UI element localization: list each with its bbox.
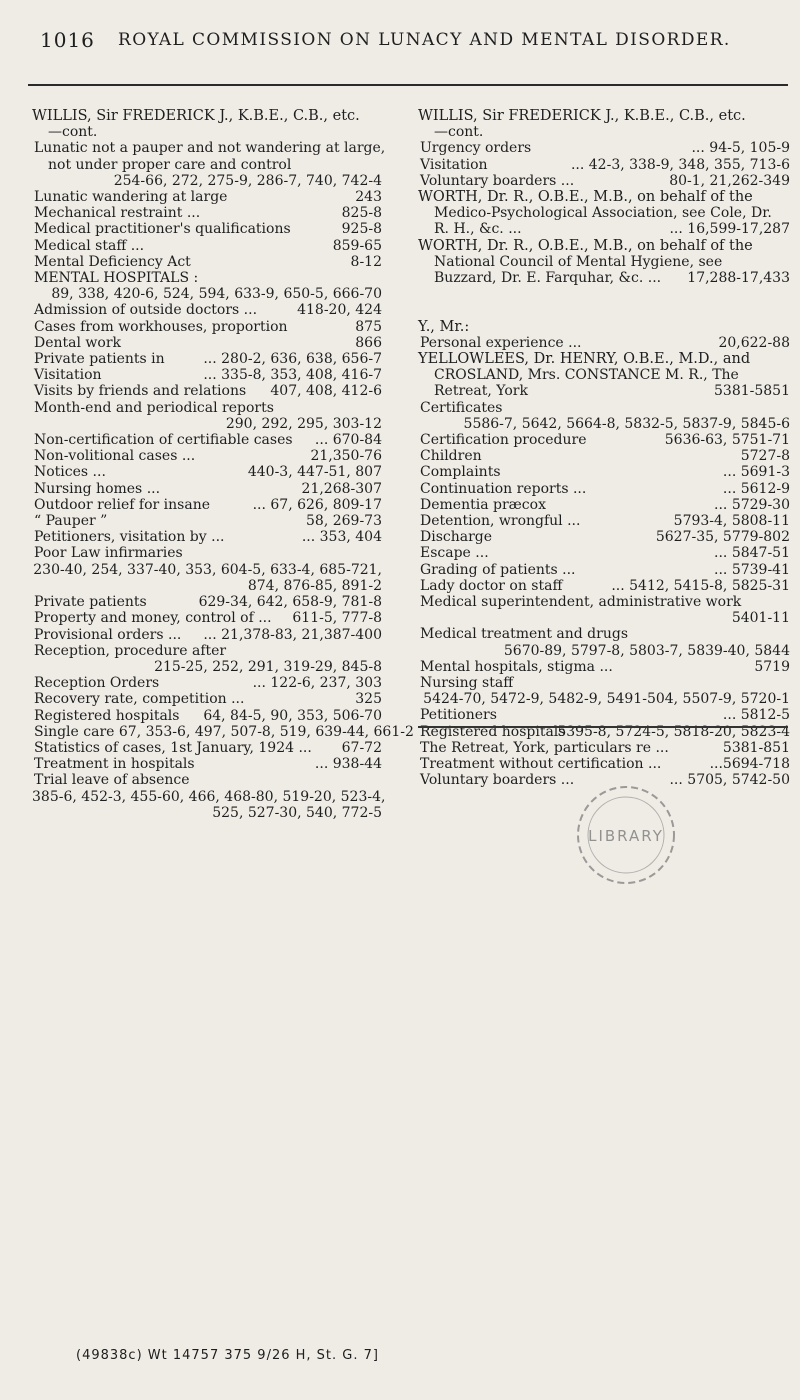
index-entry <box>32 740 382 756</box>
index-entry <box>418 756 790 772</box>
entry-references: 8-12 <box>350 253 382 270</box>
index-entry <box>32 594 382 610</box>
entry-text: Medical staff ... <box>34 237 145 254</box>
entry-references: 290, 292, 295, 303-12 <box>225 415 382 432</box>
entry-text: WORTH, Dr. R., O.B.E., M.B., on behalf of the <box>418 189 753 206</box>
entry-text: Nursing homes ... <box>34 480 161 497</box>
entry-text: MENTAL HOSPITALS : <box>34 270 199 287</box>
entry-text: Retreat, York <box>434 383 528 400</box>
entry-text: Escape ... <box>420 545 489 562</box>
index-entry <box>418 675 790 691</box>
entry-references: 80-1, 21,262-349 <box>669 172 790 189</box>
entry-references: 21,350-76 <box>310 448 382 465</box>
entry-references: ... 5739-41 <box>714 561 790 578</box>
entry-text: Treatment in hospitals <box>34 756 195 773</box>
entry-references: 874, 876-85, 891-2 <box>247 577 382 594</box>
entry-references: 825-8 <box>341 205 382 222</box>
entry-references: 5636-63, 5751-71 <box>664 432 790 449</box>
entry-text: Treatment without certification ... <box>420 756 662 773</box>
entry-references: 254-66, 272, 275-9, 286-7, 740, 742-4 <box>113 172 382 189</box>
section-divider <box>418 726 788 728</box>
entry-references: ... 16,599-17,287 <box>669 221 790 238</box>
entry-references: 407, 408, 412-6 <box>270 383 382 400</box>
entry-references: 866 <box>355 334 382 351</box>
entry-references: 440-3, 447-51, 807 <box>247 464 382 481</box>
entry-text: Outdoor relief for insane <box>34 496 211 513</box>
entry-references: 5793-4, 5808-11 <box>673 513 790 530</box>
running-title: ROYAL COMMISSION ON LUNACY AND MENTAL DISORDER. <box>118 30 731 50</box>
index-entry <box>418 643 790 659</box>
index-entry <box>418 513 790 529</box>
index-entry <box>32 270 382 286</box>
index-entry <box>32 286 382 302</box>
entry-references: ... 21,378-83, 21,387-400 <box>203 626 382 643</box>
index-entry <box>418 173 790 189</box>
entry-references: ... 5812-5 <box>722 707 790 724</box>
page-number: 1016 <box>40 28 95 52</box>
index-entry <box>418 400 790 416</box>
index-entry <box>32 562 382 578</box>
entry-references: 925-8 <box>341 221 382 238</box>
entry-text: Trial leave of absence <box>34 772 190 789</box>
entry-references: ... 353, 404 <box>301 529 382 546</box>
index-entry <box>418 416 790 432</box>
index-entry <box>418 659 790 675</box>
entry-text: WILLIS, Sir FREDERICK J., K.B.E., C.B., etc. <box>32 108 360 124</box>
index-entry <box>418 740 790 756</box>
index-entry <box>418 140 790 156</box>
entry-references: ... 94-5, 105-9 <box>691 140 790 157</box>
index-entry <box>418 383 790 399</box>
entry-references: 5401-11 <box>731 610 790 627</box>
entry-references: 5424-70, 5472-9, 5482-9, 5491-504, 5507-9, 5720-1 <box>423 691 790 708</box>
header-rule <box>28 84 788 86</box>
index-entry <box>418 691 790 707</box>
index-entry <box>32 335 382 351</box>
index-entry <box>32 691 382 707</box>
entry-references: 611-5, 777-8 <box>292 610 382 627</box>
index-entry <box>418 286 790 302</box>
entry-text: Medical practitioner's qualifications <box>34 221 291 238</box>
entry-text: Registered hospitals <box>420 723 566 740</box>
index-entry <box>32 205 382 221</box>
entry-text: WORTH, Dr. R., O.B.E., M.B., on behalf of the <box>418 237 753 254</box>
entry-text: Recovery rate, competition ... <box>34 691 245 708</box>
index-entry <box>32 351 382 367</box>
entry-text: —cont. <box>48 124 98 141</box>
entry-text: Mental Deficiency Act <box>34 253 191 270</box>
entry-text: Private patients in <box>34 351 165 368</box>
printer-imprint: (49838c) Wt 14757 375 9/26 H, St. G. 7] <box>76 1348 379 1363</box>
entry-text: —cont. <box>434 124 484 141</box>
index-entry <box>32 448 382 464</box>
index-entry <box>32 319 382 335</box>
entry-text: Discharge <box>420 529 493 546</box>
entry-text: Reception, procedure after <box>34 642 227 659</box>
entry-text: Property and money, control of ... <box>34 610 272 627</box>
entry-references: 89, 338, 420-6, 524, 594, 633-9, 650-5, 666-70 <box>51 286 382 303</box>
entry-references: ... 122-6, 237, 303 <box>252 675 382 692</box>
index-entry <box>32 416 382 432</box>
entry-references: 5586-7, 5642, 5664-8, 5832-5, 5837-9, 5845-6 <box>463 415 790 432</box>
index-entry <box>418 254 790 270</box>
entry-text: Medico-Psychological Association, see Cole, Dr. <box>434 205 772 222</box>
index-entry <box>32 140 386 157</box>
index-entry <box>32 578 382 594</box>
index-entry <box>32 529 382 545</box>
index-entry <box>32 627 382 643</box>
entry-text: Statistics of cases, 1st January, 1924 ... <box>34 739 312 756</box>
entry-text: R. H., &c. ... <box>434 221 522 238</box>
index-entry <box>32 238 382 254</box>
right-index-column <box>418 108 790 789</box>
entry-references: 21,268-307 <box>301 480 382 497</box>
entry-references: 64, 84-5, 90, 353, 506-70 <box>203 707 382 724</box>
index-entry <box>32 302 382 318</box>
entry-references: ... 5691-3 <box>722 464 790 481</box>
index-entry <box>418 205 790 221</box>
index-entry <box>32 221 382 237</box>
index-entry <box>32 367 382 383</box>
entry-text: Private patients <box>34 594 147 611</box>
index-heading <box>418 319 790 335</box>
index-entry <box>32 173 382 189</box>
index-entry <box>418 302 790 318</box>
entry-references: ... 670-84 <box>314 432 382 449</box>
index-entry <box>418 448 790 464</box>
index-entry <box>418 481 790 497</box>
entry-text: Personal experience ... <box>420 334 582 351</box>
entry-references: 875 <box>355 318 382 335</box>
entry-references: 17,288-17,433 <box>687 270 790 287</box>
entry-references: 67-72 <box>341 739 382 756</box>
entry-references: ... 5412, 5415-8, 5825-31 <box>611 577 790 594</box>
index-entry <box>32 545 382 561</box>
entry-text: Buzzard, Dr. E. Farquhar, &c. ... <box>434 270 662 287</box>
entry-text: The Retreat, York, particulars re ... <box>420 739 669 756</box>
index-heading <box>418 351 790 367</box>
index-heading <box>32 108 382 124</box>
entry-text: Urgency orders <box>420 140 532 157</box>
index-entry <box>32 805 382 821</box>
entry-text: Grading of patients ... <box>420 561 576 578</box>
index-entry <box>32 400 382 416</box>
index-entry <box>418 497 790 513</box>
entry-text: Cases from workhouses, proportion <box>34 318 288 335</box>
index-heading <box>418 189 790 205</box>
entry-text: Visitation <box>34 367 102 384</box>
index-entry <box>418 545 790 561</box>
entry-text: Medical superintendent, administrative work <box>420 594 742 611</box>
entry-references: 230-40, 254, 337-40, 353, 604-5, 633-4, 685-721, <box>33 561 382 578</box>
index-entry <box>32 189 382 205</box>
index-entry <box>418 610 790 626</box>
index-entry <box>32 497 382 513</box>
entry-references: 525, 527-30, 540, 772-5 <box>212 804 382 821</box>
entry-text: WILLIS, Sir FREDERICK J., K.B.E., C.B., etc. <box>418 108 746 124</box>
entry-text: “ Pauper ” <box>34 513 108 530</box>
index-entry <box>32 124 382 140</box>
entry-text: Registered hospitals <box>34 707 180 724</box>
index-entry <box>32 610 382 626</box>
index-heading <box>418 108 790 124</box>
entry-text: Lunatic wandering at large <box>34 189 228 206</box>
entry-references: 418-20, 424 <box>297 302 382 319</box>
entry-text: Voluntary boarders ... <box>420 772 575 789</box>
entry-text: Detention, wrongful ... <box>420 513 581 530</box>
entry-references: 5727-8 <box>740 448 790 465</box>
entry-text: Voluntary boarders ... <box>420 172 575 189</box>
index-entry <box>418 335 790 351</box>
index-entry <box>32 788 386 805</box>
entry-references: ... 5705, 5742-50 <box>669 772 790 789</box>
page-header <box>0 24 800 64</box>
stamp-text: LIBRARY <box>588 827 664 845</box>
left-index-column <box>32 108 414 821</box>
index-entry <box>418 270 790 286</box>
index-entry <box>418 367 790 383</box>
index-entry <box>32 723 414 740</box>
index-entry <box>418 562 790 578</box>
entry-references: ... 280-2, 636, 638, 656-7 <box>203 351 382 368</box>
entry-references: ... 42-3, 338-9, 348, 355, 713-6 <box>570 156 790 173</box>
entry-references: 5381-851 <box>722 739 790 756</box>
library-stamp <box>566 775 686 895</box>
entry-text: Certification procedure <box>420 432 587 449</box>
entry-references: ... 5729-30 <box>714 496 790 513</box>
entry-references: ... 67, 626, 809-17 <box>252 496 382 513</box>
index-entry <box>418 157 790 173</box>
entry-text: Non-volitional cases ... <box>34 448 196 465</box>
index-entry <box>418 578 790 594</box>
entry-references: 5381-5851 <box>714 383 790 400</box>
index-entry <box>418 626 790 642</box>
index-entry <box>32 708 382 724</box>
entry-text: Continuation reports ... <box>420 480 587 497</box>
entry-text: not under proper care and control <box>48 156 292 173</box>
entry-references: ... 938-44 <box>314 756 382 773</box>
index-entry <box>32 481 382 497</box>
index-entry <box>418 529 790 545</box>
entry-text: Mental hospitals, stigma ... <box>420 658 613 675</box>
index-entry <box>418 594 790 610</box>
index-entry <box>32 772 382 788</box>
entry-text: Lady doctor on staff <box>420 577 563 594</box>
entry-references: 5395-8, 5724-5, 5818-20, 5823-4 <box>557 723 790 740</box>
entry-text: Visits by friends and relations <box>34 383 247 400</box>
entry-references: 215-25, 252, 291, 319-29, 845-8 <box>154 658 382 675</box>
entry-text: National Council of Mental Hygiene, see <box>434 253 723 270</box>
entry-references: 629-34, 642, 658-9, 781-8 <box>198 594 382 611</box>
entry-text: Dental work <box>34 334 122 351</box>
entry-text: YELLOWLEES, Dr. HENRY, O.B.E., M.D., and <box>418 351 751 368</box>
index-entry <box>32 643 382 659</box>
entry-references: 5670-89, 5797-8, 5803-7, 5839-40, 5844 <box>503 642 790 659</box>
entry-text: Children <box>420 448 482 465</box>
index-entry <box>418 124 790 140</box>
index-entry <box>32 675 382 691</box>
entry-references: ...5694-718 <box>709 756 790 773</box>
entry-text: Reception Orders <box>34 675 160 692</box>
entry-references: ... 5612-9 <box>722 480 790 497</box>
entry-text: CROSLAND, Mrs. CONSTANCE M. R., The <box>434 367 739 384</box>
entry-references: ... 335-8, 353, 408, 416-7 <box>203 367 382 384</box>
index-entry <box>418 464 790 480</box>
entry-text: Admission of outside doctors ... <box>34 302 258 319</box>
entry-references: 5719 <box>754 658 790 675</box>
entry-text: Lunatic not a pauper and not wandering at large, <box>34 140 386 157</box>
index-entry <box>32 659 382 675</box>
index-entry <box>418 432 790 448</box>
entry-text: Month-end and periodical reports <box>34 399 274 416</box>
index-entry <box>418 707 790 723</box>
entry-text: Non-certification of certifiable cases <box>34 432 293 449</box>
index-entry <box>32 254 382 270</box>
entry-text: Mechanical restraint ... <box>34 205 201 222</box>
index-entry <box>418 221 790 237</box>
entry-references: 325 <box>355 691 382 708</box>
entry-text: Petitioners, visitation by ... <box>34 529 225 546</box>
entry-text: Provisional orders ... <box>34 626 182 643</box>
index-entry <box>32 513 382 529</box>
index-entry <box>32 432 382 448</box>
entry-references: 20,622-88 <box>718 334 790 351</box>
entry-text: Visitation <box>420 156 488 173</box>
index-entry <box>32 383 382 399</box>
entry-references: 5627-35, 5779-802 <box>655 529 790 546</box>
entry-text: Dementia præcox <box>420 496 546 513</box>
entry-references: 385-6, 452-3, 455-60, 466, 468-80, 519-20, 523-4, <box>32 788 386 805</box>
entry-text: Nursing staff <box>420 675 514 692</box>
entry-references: 243 <box>355 189 382 206</box>
index-entry <box>32 157 382 173</box>
entry-text: Notices ... <box>34 464 106 481</box>
entry-references: ... 5847-51 <box>714 545 790 562</box>
entry-references: 58, 269-73 <box>306 513 382 530</box>
entry-text: Y., Mr.: <box>418 318 470 335</box>
entry-text: Poor Law infirmaries <box>34 545 183 562</box>
entry-text: Complaints <box>420 464 501 481</box>
entry-text: Certificates <box>420 399 503 416</box>
index-heading <box>418 238 790 254</box>
index-entry <box>32 464 382 480</box>
entry-text: Medical treatment and drugs <box>420 626 628 643</box>
index-entry <box>32 756 382 772</box>
entry-references: 859-65 <box>332 237 382 254</box>
entry-text: Single care 67, 353-6, 497, 507-8, 519, 639-44, 661-2 <box>34 723 414 740</box>
entry-text: Petitioners <box>420 707 497 724</box>
